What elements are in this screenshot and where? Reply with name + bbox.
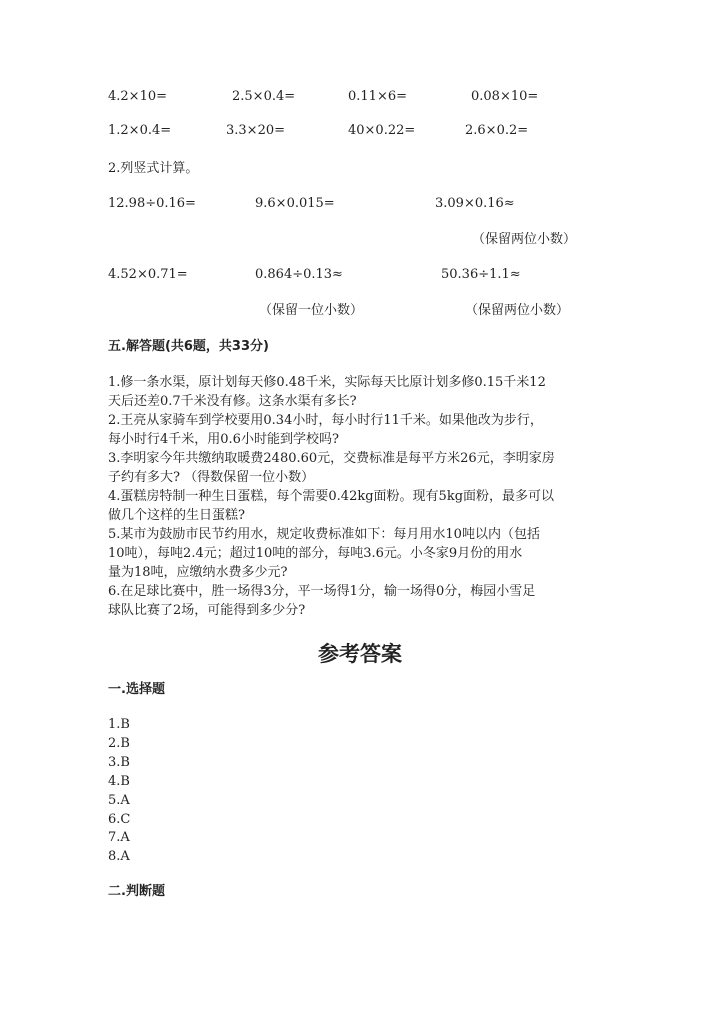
problem-line: 每小时行4千米，用0.6小时能到学校吗? (108, 432, 339, 447)
problem: 4.52×0.71= (108, 267, 188, 282)
problem: 0.864÷0.13≈ (255, 267, 343, 282)
problem-line: 子约有多大? （得数保留一位小数） (108, 470, 315, 485)
vertical-calc-heading: 2.列竖式计算。 (108, 161, 199, 176)
problem: 4.2×10= (108, 89, 168, 104)
problem: 50.36÷1.1≈ (441, 267, 521, 282)
problem-line: 2.王亮从家骑车到学校要用0.34小时，每小时行11千米。如果他改为步行， (108, 413, 543, 428)
problem-line: 做几个这样的生日蛋糕? (108, 508, 245, 523)
rounding-note: （保留两位小数） (465, 303, 570, 318)
problem: 40×0.22= (348, 123, 416, 138)
problem-line: 球队比赛了2场，可能得到多少分? (108, 603, 306, 618)
problem: 2.6×0.2= (465, 123, 529, 138)
section-2-heading: 二.判断题 (108, 884, 165, 899)
answer-item: 5.A (108, 792, 130, 808)
problem-line: 6.在足球比赛中，胜一场得3分，平一场得1分，输一场得0分，梅园小雪足 (108, 584, 536, 599)
problem-line: 3.李明家今年共缴纳取暖费2480.60元，交费标准是每平方米26元，李明家房 (108, 451, 555, 466)
problem-line: 10吨），每吨2.4元；超过10吨的部分，每吨3.6元。小冬家9月份的用水 (108, 546, 523, 561)
answer-item: 8.A (108, 849, 130, 865)
problem: 3.09×0.16≈ (435, 196, 515, 211)
section-5-heading: 五.解答题(共6题，共33分) (108, 339, 269, 354)
problem: 1.2×0.4= (108, 123, 172, 138)
word-problems (108, 373, 555, 620)
answer-item: 4.B (108, 773, 130, 789)
problem: 0.11×6= (348, 89, 408, 104)
answer-item: 6.C (108, 811, 131, 827)
answer-item: 1.B (108, 717, 130, 732)
problem: 9.6×0.015= (255, 196, 335, 211)
problem-line: 天后还差0.7千米没有修。这条水渠有多长? (108, 394, 357, 409)
problem-line: 量为18吨，应缴纳水费多少元? (108, 565, 288, 580)
answer-item: 7.A (108, 830, 130, 846)
problem-line: 5.某市为鼓励市民节约用水，规定收费标准如下：每月用水10吨以内（包括 (108, 527, 540, 542)
answer-list (108, 716, 130, 867)
section-1-heading: 一.选择题 (108, 682, 165, 697)
problem-line: 1.修一条水渠，原计划每天修0.48千米，实际每天比原计划多修0.15千米12 (108, 375, 546, 390)
problem: 3.3×20= (226, 123, 286, 138)
problem: 12.98÷0.16= (108, 196, 196, 211)
problem-line: 4.蛋糕房特制一种生日蛋糕，每个需要0.42kg面粉。现有5kg面粉，最多可以 (108, 489, 555, 504)
answer-item: 2.B (108, 735, 130, 751)
rounding-note: （保留一位小数） (259, 303, 364, 318)
problem: 2.5×0.4= (232, 89, 296, 104)
problem: 0.08×10= (471, 89, 539, 104)
answer-key-title: 参考答案 (318, 641, 402, 666)
rounding-note: （保留两位小数） (472, 232, 577, 247)
answer-item: 3.B (108, 754, 130, 770)
